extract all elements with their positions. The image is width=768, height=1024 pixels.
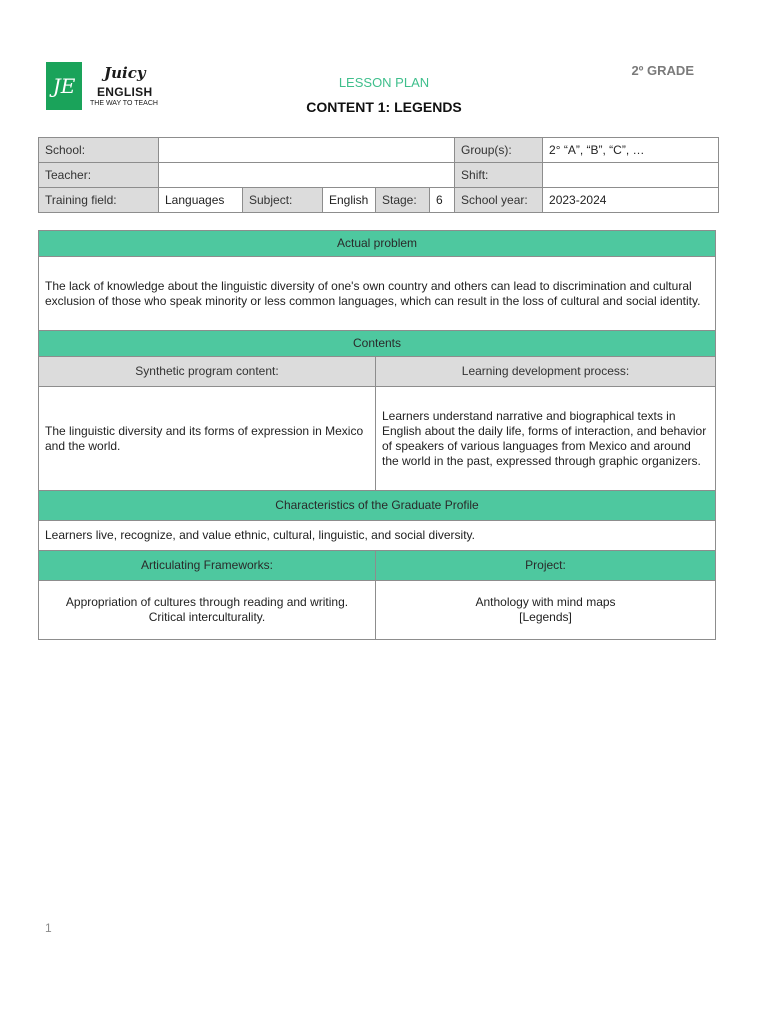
learning-process-text: Learners understand narrative and biographical texts in English about the daily life, forms of interaction, and behavior of speakers of various languages from Mexico and around the world in the past, expressed through graphic organizers. bbox=[376, 387, 716, 491]
groups-field[interactable]: 2° “A”, “B”, “C”, … bbox=[543, 138, 719, 163]
school-field[interactable] bbox=[159, 138, 455, 163]
groups-label: Group(s): bbox=[455, 138, 543, 163]
school-label: School: bbox=[39, 138, 159, 163]
contents-subheading-row bbox=[39, 357, 716, 387]
teacher-field[interactable] bbox=[159, 163, 455, 188]
frameworks-row bbox=[39, 581, 716, 640]
stage-value[interactable]: 6 bbox=[430, 188, 455, 213]
frameworks-line-2: Critical interculturality. bbox=[148, 610, 266, 624]
page-number: 1 bbox=[45, 921, 52, 935]
training-field-label: Training field: bbox=[39, 188, 159, 213]
project-line-2: [Legends] bbox=[519, 610, 572, 624]
stage-label: Stage: bbox=[376, 188, 430, 213]
teacher-row bbox=[39, 163, 719, 188]
shift-label: Shift: bbox=[455, 163, 543, 188]
frameworks-line-1: Appropriation of cultures through reading and writing. bbox=[65, 595, 349, 609]
teacher-label: Teacher: bbox=[39, 163, 159, 188]
graduate-profile-heading: Characteristics of the Graduate Profile bbox=[39, 491, 716, 521]
document-type-label: LESSON PLAN bbox=[338, 75, 430, 90]
synthetic-program-heading: Synthetic program content: bbox=[39, 357, 376, 387]
actual-problem-text: The lack of knowledge about the linguistic diversity of one's own country and others can lead to discrimination and cultural exclusion of those who speak minority or less common languages, which can result in the loss of cultural and social identity. bbox=[39, 257, 716, 331]
logo-tagline: THE WAY TO TEACH bbox=[90, 100, 158, 107]
logo-brand-top: Juicy bbox=[104, 64, 146, 82]
school-year-label: School year: bbox=[455, 188, 543, 213]
shift-field[interactable] bbox=[543, 163, 719, 188]
frameworks-heading-row bbox=[39, 551, 716, 581]
contents-heading: Contents bbox=[39, 331, 716, 357]
graduate-profile-text: Learners live, recognize, and value ethnic, cultural, linguistic, and social diversity. bbox=[39, 521, 716, 551]
synthetic-program-text: The linguistic diversity and its forms of expression in Mexico and the world. bbox=[39, 387, 376, 491]
page-title: CONTENT 1: LEGENDS bbox=[306, 99, 462, 115]
logo-brand-bottom: ENGLISH bbox=[97, 85, 153, 99]
profile-heading-row bbox=[39, 491, 716, 521]
grade-label: 2º GRADE bbox=[631, 63, 694, 78]
articulating-frameworks-heading: Articulating Frameworks: bbox=[39, 551, 376, 581]
school-row bbox=[39, 138, 719, 163]
training-row bbox=[39, 188, 719, 213]
je-logo-icon: JE bbox=[46, 62, 82, 110]
subject-label: Subject: bbox=[243, 188, 323, 213]
project-line-1: Anthology with mind maps bbox=[475, 595, 616, 609]
project-text bbox=[376, 581, 716, 640]
lesson-plan-table bbox=[38, 230, 716, 640]
training-field-value[interactable]: Languages bbox=[159, 188, 243, 213]
contents-row bbox=[39, 387, 716, 491]
learning-process-heading: Learning development process: bbox=[376, 357, 716, 387]
contents-heading-row bbox=[39, 331, 716, 357]
school-year-value[interactable]: 2023-2024 bbox=[543, 188, 719, 213]
actual-problem-heading: Actual problem bbox=[39, 231, 716, 257]
articulating-frameworks-text bbox=[39, 581, 376, 640]
actual-problem-row bbox=[39, 257, 716, 331]
profile-row bbox=[39, 521, 716, 551]
project-heading: Project: bbox=[376, 551, 716, 581]
actual-problem-heading-row bbox=[39, 231, 716, 257]
subject-value[interactable]: English bbox=[323, 188, 376, 213]
lesson-info-table bbox=[38, 137, 719, 213]
